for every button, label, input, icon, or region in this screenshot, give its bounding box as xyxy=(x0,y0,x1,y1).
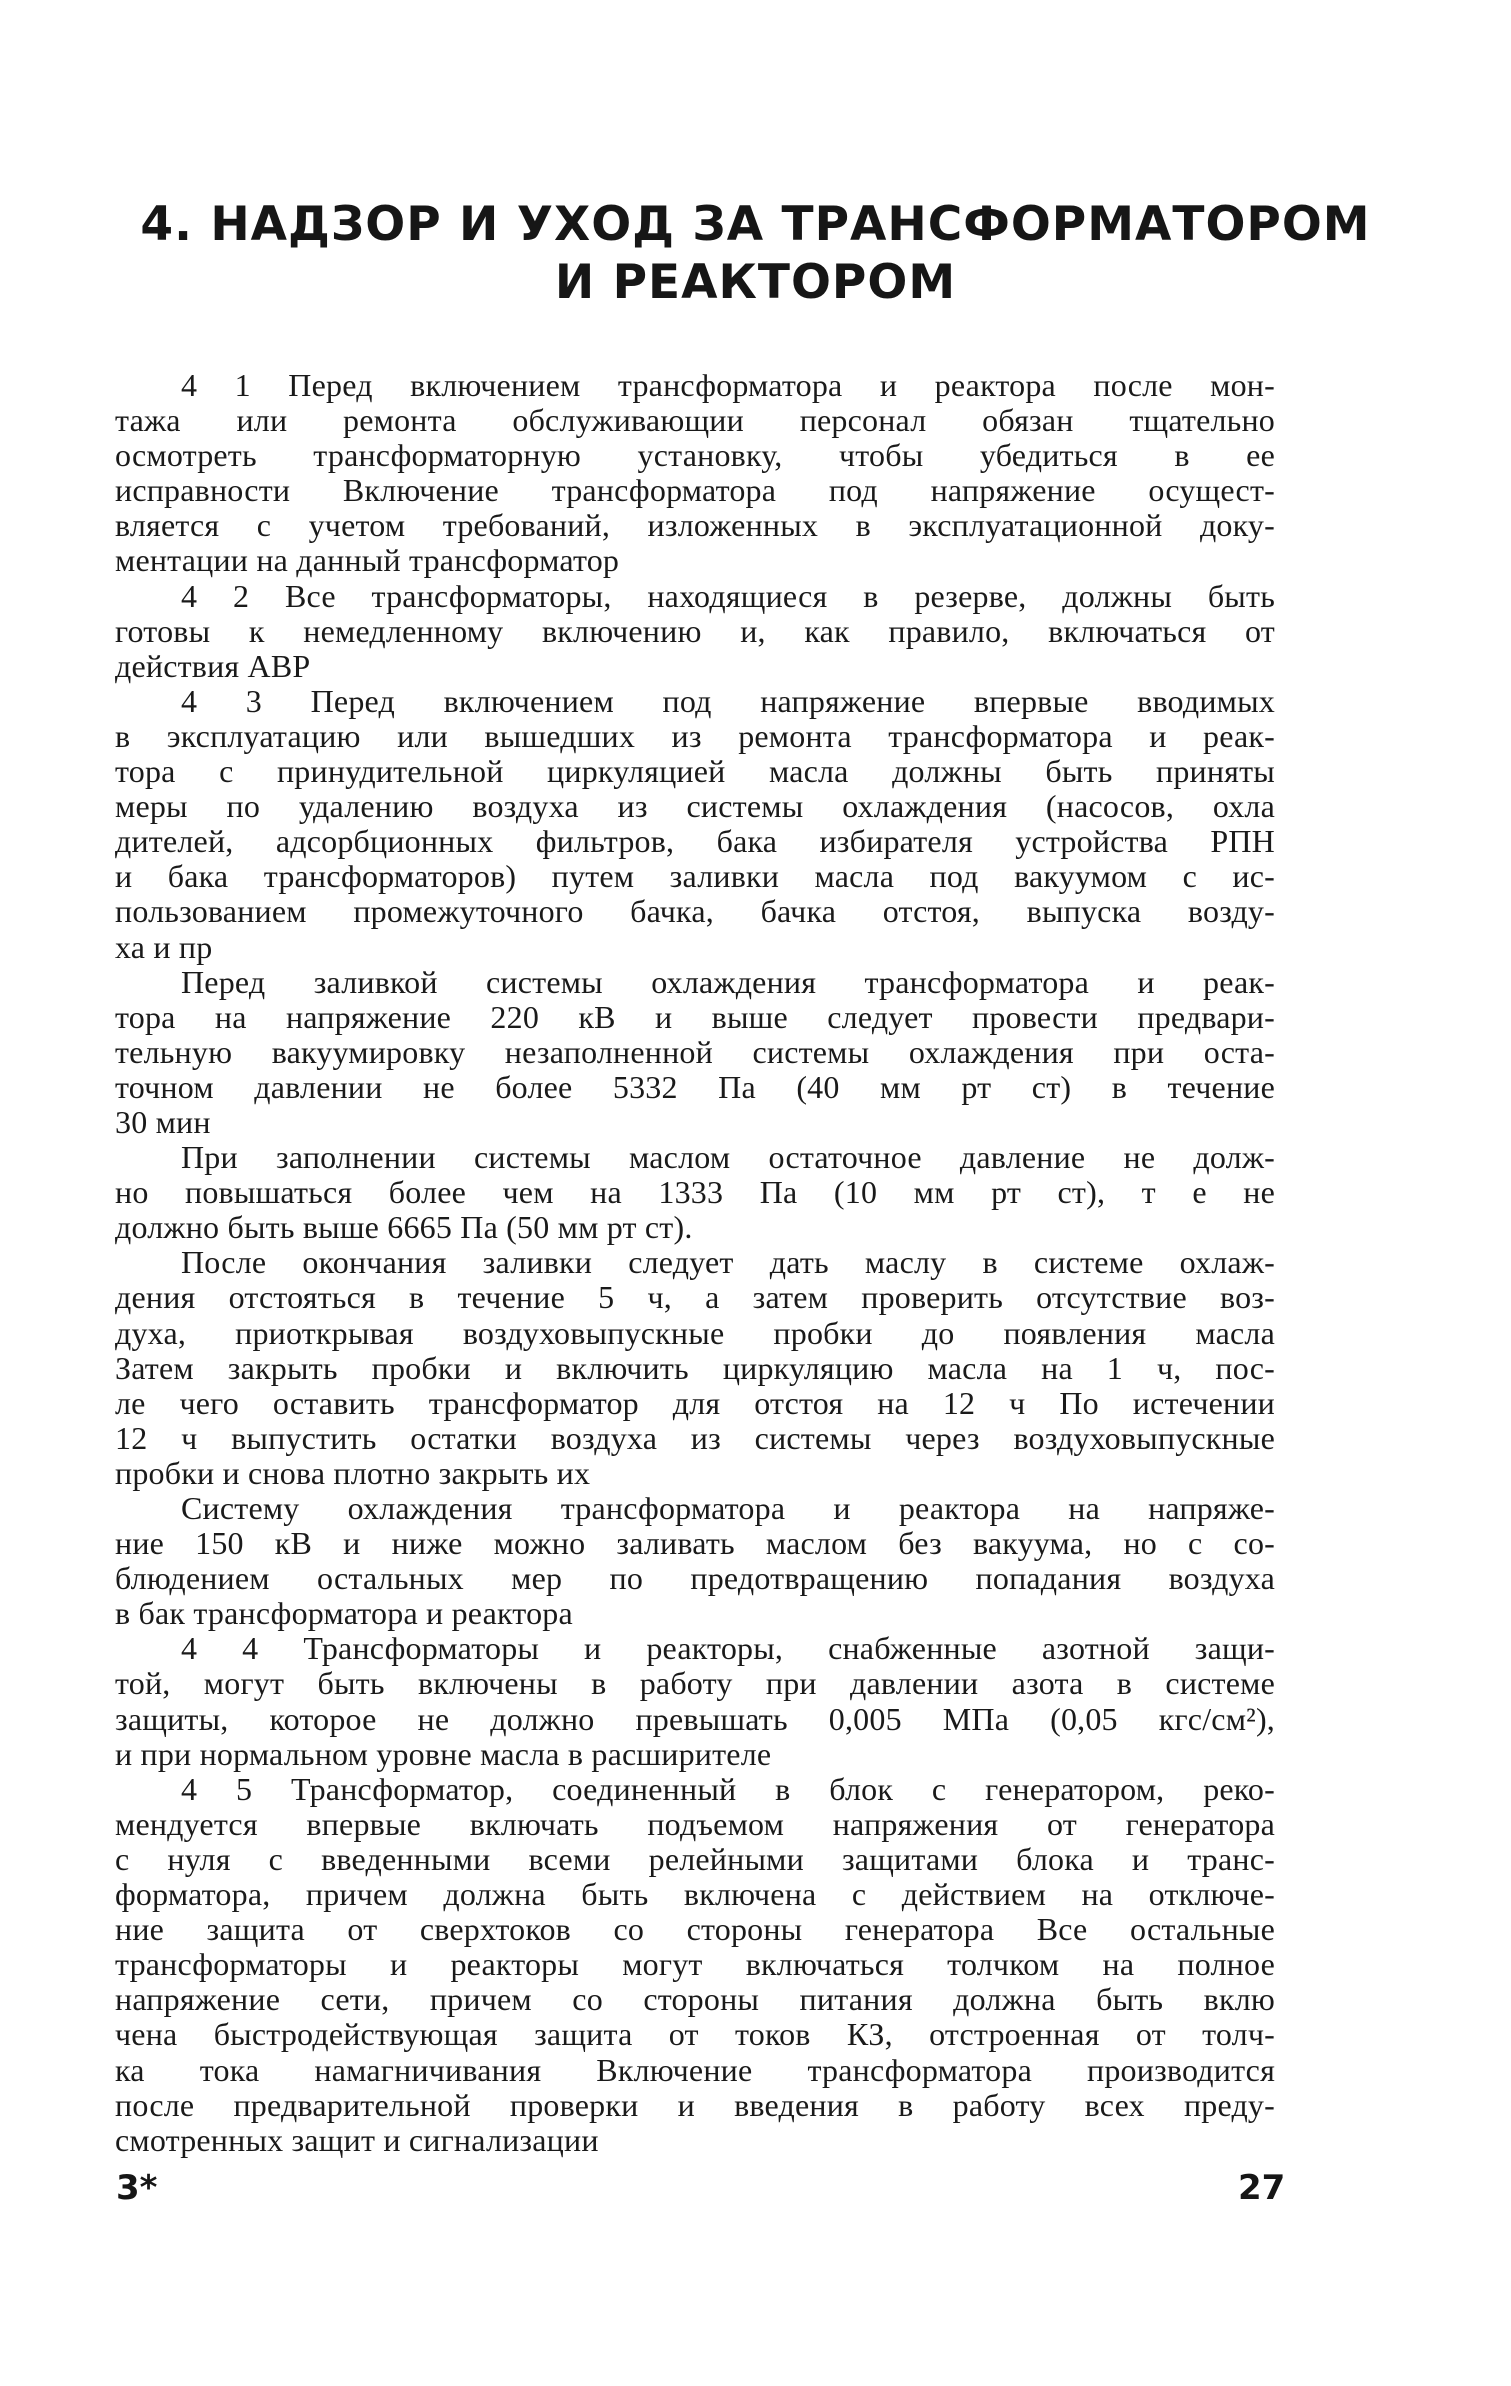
text-line: той, могут быть включены в работу при давлении азота в системе xyxy=(115,1665,1275,1702)
section-title-line-2: И РЕАКТОРОМ xyxy=(554,255,957,310)
text-line: мендуется впервые включать подъемом напряжения от генератора xyxy=(115,1805,1275,1842)
text-line: после предварительной проверки и введения в работу всех преду- xyxy=(115,2086,1275,2123)
text-line: дения отстояться в течение 5 ч, а затем проверить отсутствие воз- xyxy=(115,1279,1275,1316)
text-line: исправности Включение трансформатора под напряжение осущест- xyxy=(115,472,1275,509)
text-line: напряжение сети, причем со стороны питания должна быть вклю xyxy=(115,1981,1275,2018)
text-line: Систему охлаждения трансформатора и реактора на напряже- xyxy=(181,1490,1275,1526)
text-line: 4 3 Перед включением под напряжение впервые вводимых xyxy=(181,682,1275,719)
text-line: тора с принудительной циркуляцией масла должны быть приняты xyxy=(115,753,1275,790)
text-line: вляется с учетом требований, изложенных в эксплуатационной доку- xyxy=(115,507,1275,544)
text-line: 4 1 Перед включением трансформатора и реактора после мон- xyxy=(181,367,1275,403)
text-line: меры по удалению воздуха из системы охлаждения (насосов, охла xyxy=(115,788,1275,825)
text-line: Затем закрыть пробки и включить циркуляцию масла на 1 ч, пос- xyxy=(115,1349,1275,1386)
text-line: с нуля с введенными всеми релейными защитами блока и транс- xyxy=(115,1840,1275,1877)
text-line: смотренных защит и сигнализации xyxy=(115,2121,599,2158)
text-line: ка тока намагничивания Включение трансформатора производится xyxy=(115,2051,1275,2088)
text-line: в бак трансформатора и реактора xyxy=(115,1595,573,1632)
text-line: 4 5 Трансформатор, соединенный в блок с генератором, реко- xyxy=(181,1770,1275,1807)
text-line: точном давлении не более 5332 Па (40 мм рт ст) в течение xyxy=(115,1068,1275,1105)
text-line: должно быть выше 6665 Па (50 мм рт ст). xyxy=(115,1209,693,1246)
text-line: тельную вакуумировку незаполненной системы охлаждения при оста- xyxy=(115,1033,1275,1070)
text-line: пользованием промежуточного бачка, бачка отстоя, выпуска возду- xyxy=(115,893,1275,930)
text-line: ментации на данный трансформатор xyxy=(115,542,620,579)
text-line: При заполнении системы маслом остаточное давление не долж- xyxy=(181,1139,1275,1176)
text-line: и бака трансформаторов) путем заливки масла под вакуумом с ис- xyxy=(115,858,1275,895)
text-line: форматора, причем должна быть включена с действием на отключе- xyxy=(115,1876,1275,1913)
text-line: блюдением остальных мер по предотвращению попадания воздуха xyxy=(115,1560,1275,1597)
text-line: Перед заливкой системы охлаждения трансформатора и реак- xyxy=(181,963,1275,1000)
text-line: готовы к немедленному включению и, как правило, включаться от xyxy=(115,612,1275,649)
text-line: ле чего оставить трансформатор для отстоя на 12 ч По истечении xyxy=(115,1384,1275,1421)
text-line: трансформаторы и реакторы могут включаться толчком на полное xyxy=(115,1946,1275,1983)
text-line: и при нормальном уровне масла в расширителе xyxy=(115,1735,772,1772)
text-line: тажа или ремонта обслуживающии персонал обязан тщательно xyxy=(115,402,1275,439)
text-line: ние 150 кВ и ниже можно заливать маслом без вакуума, но с со- xyxy=(115,1525,1275,1562)
text-line: защиты, которое не должно превышать 0,005 МПа (0,05 кгс/см²), xyxy=(115,1700,1275,1737)
text-line: 30 мин xyxy=(115,1103,211,1140)
text-line: но повышаться более чем на 1333 Па (10 мм рт ст), т е не xyxy=(115,1174,1275,1211)
text-line: тора на напряжение 220 кВ и выше следует провести предвари- xyxy=(115,998,1275,1035)
text-line: в эксплуатацию или вышедших из ремонта трансформатора и реак- xyxy=(115,717,1275,754)
text-line: дителей, адсорбционных фильтров, бака избирателя устройства РПН xyxy=(115,823,1275,860)
text-line: пробки и снова плотно закрыть их xyxy=(115,1454,591,1491)
body-text xyxy=(115,368,1275,2158)
text-line: действия АВР xyxy=(115,647,311,684)
text-line: духа, приоткрывая воздуховыпускные пробки до появления масла xyxy=(115,1314,1275,1351)
text-line: После окончания заливки следует дать маслу в системе охлаж- xyxy=(181,1244,1275,1281)
text-line: 4 4 Трансформаторы и реакторы, снабженные азотной защи- xyxy=(181,1630,1275,1667)
text-line: чена быстродействующая защита от токов КЗ, отстроенная от толч- xyxy=(115,2016,1275,2053)
text-line: ние защита от сверхтоков со стороны генератора Все остальные xyxy=(115,1911,1275,1948)
text-line: ха и пр xyxy=(115,928,213,965)
signature-mark: 3* xyxy=(116,2168,158,2208)
section-title-line-1: 4. НАДЗОР И УХОД ЗА ТРАНСФОРМАТОРОМ xyxy=(140,197,1371,252)
text-line: 4 2 Все трансформаторы, находящиеся в резерве, должны быть xyxy=(181,577,1275,614)
text-line: осмотреть трансформаторную установку, чтобы убедиться в ее xyxy=(115,437,1275,474)
text-line: 12 ч выпустить остатки воздуха из системы через воздуховыпускные xyxy=(115,1419,1275,1456)
page-number: 27 xyxy=(1238,2168,1286,2208)
